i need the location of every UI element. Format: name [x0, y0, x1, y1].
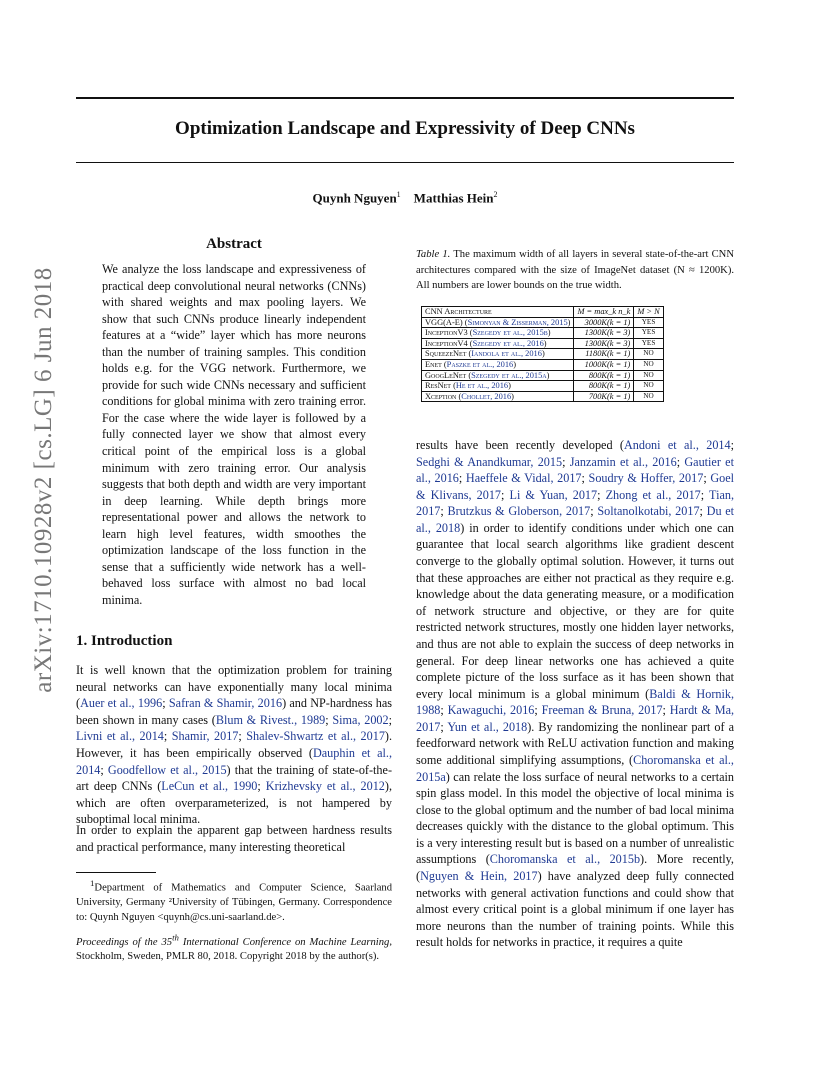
citation-link[interactable]: Zhong et al., 2017	[605, 487, 701, 502]
abstract-heading: Abstract	[206, 236, 262, 252]
text-run: ;	[699, 504, 707, 519]
intro-paragraph-2: In order to explain the apparent gap between hardness results and practical performance, many interesting theoretical	[76, 823, 392, 854]
text-run: ;	[458, 471, 466, 486]
architecture-cell: InceptionV3 (Szegedy et al., 2015b)	[422, 328, 574, 339]
citation-link[interactable]: Du et al., 2018	[416, 504, 735, 535]
proceedings-venue: Proceedings of the 35th International Conference on Machine Learning	[76, 932, 390, 948]
architecture-name: InceptionV3	[425, 328, 468, 338]
table-row	[422, 391, 664, 402]
architecture-cell: VGG(A-E) (Simonyan & Zisserman, 2015)	[422, 317, 574, 328]
right-column-paragraph	[416, 437, 734, 951]
comparison-cell: YES	[634, 338, 663, 349]
paper-title: Optimization Landscape and Expressivity of Deep CNNs	[175, 118, 635, 139]
text-run: ) and NP-hardness has been shown in many cases (	[76, 696, 392, 727]
text-run: ;	[325, 712, 333, 727]
architecture-cell: Enet (Paszke et al., 2016)	[422, 359, 574, 370]
table-caption-label: Table 1.	[416, 249, 451, 260]
text-run: ;	[662, 703, 670, 718]
citation-link[interactable]: Krizhevsky et al., 2012	[265, 779, 385, 794]
table-body	[422, 317, 664, 402]
citation-link[interactable]: Sima, 2002	[332, 712, 389, 727]
citation-link[interactable]: Andoni et al., 2014	[623, 438, 731, 452]
text-run: ;	[100, 762, 108, 777]
text-run: ;	[700, 487, 710, 502]
citation-link[interactable]: Shamir, 2017	[171, 729, 239, 744]
table-caption-text: The maximum width of all layers in several state-of-the-art CNN architectures compared with the size of ImageNet dataset (N ≈ 1200K). All numbers are lower bounds on the true width.	[416, 249, 734, 291]
citation-link[interactable]: Blum & Rivest., 1989	[215, 712, 326, 727]
citation-link[interactable]: Choromanska et al., 2015b	[489, 852, 641, 867]
table-row	[422, 359, 664, 370]
citation-link[interactable]: Shalev-Shwartz et al., 2017	[246, 729, 385, 744]
citation-link[interactable]: Gautier et al., 2016	[416, 454, 734, 486]
text-run: ;	[257, 779, 266, 794]
citation-link[interactable]: Livni et al., 2014	[76, 729, 164, 744]
max-width-cell: 700K(k = 1)	[574, 391, 634, 402]
text-run: ;	[163, 729, 172, 744]
citation-link[interactable]: Freeman & Bruna, 2017	[541, 703, 663, 718]
text-run: ) that the training of state-of-the-art deep CNNs (	[76, 762, 392, 794]
citation-link[interactable]: LeCun et al., 1990	[161, 779, 258, 794]
architecture-name: SqueezeNet	[425, 349, 467, 359]
max-width-cell: 1000K(k = 1)	[574, 359, 634, 370]
text-run: ). However, it has been empirically observed (	[76, 729, 393, 760]
max-width-cell: 1180K(k = 1)	[574, 349, 634, 360]
architecture-cell: GoogLeNet (Szegedy et al., 2015a)	[422, 370, 574, 381]
title-top-rule	[76, 97, 734, 99]
text-run: It is well known that the optimization problem for training neural networks can have exponentially many local minima (	[76, 663, 392, 711]
comparison-cell: NO	[634, 359, 663, 370]
table-header-row	[422, 307, 664, 318]
table-row	[422, 349, 664, 360]
text-run: ;	[440, 703, 448, 718]
table-header-width: M = max_k n_k	[574, 307, 634, 318]
text-run: ;	[590, 504, 598, 519]
text-run: ;	[703, 471, 711, 486]
text-run: ;	[581, 471, 589, 486]
architecture-cell: Xception (Chollet, 2016)	[422, 391, 574, 402]
max-width-cell: 3000K(k = 1)	[574, 317, 634, 328]
citation-link[interactable]: Soudry & Hoffer, 2017	[588, 471, 704, 486]
citation-link[interactable]: Szegedy et al., 2016	[472, 338, 544, 348]
footnote-text: Department of Mathematics and Computer Science, Saarland University, Germany ²University of Tübingen, Germany. Correspondence to: Quynh Nguyen <quynh@cs.uni-saarland.de>.	[76, 882, 392, 923]
text-run: ;	[676, 454, 685, 469]
architecture-name: Xception	[425, 391, 457, 401]
text-run: ;	[162, 696, 169, 711]
citation-link[interactable]: Haeffele & Vidal, 2017	[465, 471, 582, 486]
text-run: ;	[562, 454, 570, 469]
comparison-cell: NO	[634, 381, 663, 392]
citation-link[interactable]: Paszke et al., 2016	[446, 359, 514, 369]
table-header-architecture: CNN Architecture	[422, 307, 574, 318]
affiliation-footnote	[76, 876, 392, 925]
architecture-name: VGG(A-E)	[425, 317, 463, 327]
comparison-cell: YES	[634, 317, 663, 328]
architecture-name: Enet	[425, 359, 442, 369]
proceedings-note	[76, 930, 392, 965]
citation-link[interactable]: Soltanolkotabi, 2017	[597, 504, 700, 519]
citation-link[interactable]: Janzamin et al., 2016	[569, 454, 677, 469]
citation-link[interactable]: Chollet, 2016	[461, 391, 512, 401]
architecture-name: GoogLeNet	[425, 370, 467, 380]
text-run: ) in order to identify conditions under which one can guarantee that local search algorithms like gradient descent converge to the globally optimal solution. However, it turns out that these approaches are either not practical as they require e.g. knowledge about the data generating measure, or a modification of network structure and objective, or they are for quite restricted network structures, mostly one hidden layer networks, and thus are not able to explain the success of deep networks in general. For deep linear networks one has achieved a quite complete picture of the loss surface as it has been shown that every local minimum is a global minimum (	[416, 520, 735, 701]
citation-link[interactable]: Simonyan & Zisserman, 2015	[467, 317, 568, 327]
abstract-body: We analyze the loss landscape and expressiveness of practical deep convolutional neural networks (CNNs) with shared weights and max pooling layers. We show that such CNNs produce linearly independent features at a “wide” layer which has more neurons than the number of training samples. This condition holds e.g. for the VGG network. Furthermore, we provide for such wide CNNs necessary and sufficient conditions for global minima with zero training error. For the case where the wide layer is followed by a fully connected layer we show that almost every critical point of the empirical loss is a global minimum with zero training error. Our analysis suggests that both depth and width are very important in deep learning. While depth brings more representational power and allows the network to learn high level features, width smoothes the optimization landscape of the loss function in the sense that a sufficiently wide network has a well-behaved loss surface with almost no bad local minima.	[102, 262, 366, 607]
citation-link[interactable]: Baldi & Hornik, 1988	[416, 686, 734, 718]
citation-link[interactable]: Sedghi & Anandkumar, 2015	[416, 454, 563, 469]
text-run: ;	[730, 438, 734, 452]
citation-link[interactable]: Goodfellow et al., 2015	[107, 762, 227, 777]
comparison-cell: NO	[634, 370, 663, 381]
citation-link[interactable]: He et al., 2016	[455, 381, 509, 391]
citation-link[interactable]: Hardt & Ma, 2017	[416, 703, 735, 734]
citation-link[interactable]: Kawaguchi, 2016	[447, 703, 535, 718]
text-run: ). By randomizing the nonlinear part of a feedforward network with ReLU activation function and making some additional simplifying assumptions, (	[416, 719, 734, 767]
citation-link[interactable]: Tian, 2017	[416, 487, 734, 519]
author-affiliation-mark: 2	[493, 190, 498, 199]
text-run: ) can relate the loss surface of neural networks to a certain spin glass model. In this model the objective of local minima is close to the global optimum and the number of bad local minima decreases quickly with the distance to the global optimum. This is a very interesting result but is based on a number of unrealistic assumptions (	[416, 769, 734, 867]
text-run: results have been recently developed (	[416, 438, 624, 452]
footnote-mark: 1	[90, 878, 95, 888]
max-width-cell: 1300K(k = 3)	[574, 328, 634, 339]
table-row	[422, 381, 664, 392]
text-run: ;	[501, 487, 510, 502]
citation-link[interactable]: Nguyen & Hein, 2017	[420, 869, 538, 884]
citation-link[interactable]: Brutzkus & Globerson, 2017	[447, 504, 591, 519]
text-run: ;	[597, 487, 606, 502]
citation-link[interactable]: Goel & Klivans, 2017	[416, 471, 735, 502]
comparison-cell: YES	[634, 328, 663, 339]
footnote-rule	[76, 872, 156, 873]
citation-link[interactable]: Choromanska et al., 2015a	[416, 752, 734, 784]
text-run: ;	[440, 719, 448, 734]
architecture-cell: ResNet (He et al., 2016)	[422, 381, 574, 392]
comparison-cell: NO	[634, 349, 663, 360]
arxiv-stamp: arXiv:1710.10928v2 [cs.LG] 6 Jun 2018	[30, 267, 57, 693]
citation-link[interactable]: Safran & Shamir, 2016	[168, 696, 283, 711]
text-run: ;	[534, 703, 542, 718]
table-header-comparison: M > N	[634, 307, 663, 318]
section-heading-introduction: 1. Introduction	[76, 633, 173, 649]
citation-link[interactable]: Szegedy et al., 2015b	[472, 328, 548, 338]
citation-link[interactable]: Iandola et al., 2016	[471, 349, 542, 359]
table-row	[422, 338, 664, 349]
cnn-width-table	[421, 306, 664, 402]
text-run: ;	[440, 504, 448, 519]
max-width-cell: 1300K(k = 3)	[574, 338, 634, 349]
title-bottom-rule	[76, 162, 734, 163]
text-run: ) have analyzed deep fully connected networks with general activation functions and could show that almost every critical point is a global minimum if one layer has more neurons than the number of training points. While this result holds for networks in practice, it requires a quite	[416, 869, 734, 950]
table-caption	[416, 247, 734, 294]
intro-paragraph-1	[76, 662, 392, 828]
citation-link[interactable]: Dauphin et al., 2014	[76, 745, 392, 777]
architecture-name: InceptionV4	[425, 338, 468, 348]
citation-link[interactable]: Li & Yuan, 2017	[509, 487, 598, 502]
table-row	[422, 328, 664, 339]
citation-link[interactable]: Szegedy et al., 2015a	[471, 370, 547, 380]
proceedings-details: , Stockholm, Sweden, PMLR 80, 2018. Copyright 2018 by the author(s).	[76, 936, 392, 963]
text-run: ;	[238, 729, 247, 744]
author-name: Quynh Nguyen	[312, 190, 397, 206]
architecture-cell: SqueezeNet (Iandola et al., 2016)	[422, 349, 574, 360]
comparison-cell: NO	[634, 391, 663, 402]
max-width-cell: 800K(k = 1)	[574, 370, 634, 381]
citation-link[interactable]: Yun et al., 2018	[447, 719, 528, 734]
author-affiliation-mark: 1	[396, 190, 401, 199]
citation-link[interactable]: Auer et al., 1996	[80, 696, 163, 711]
table-row	[422, 317, 664, 328]
table-row	[422, 370, 664, 381]
text-run: ;	[388, 712, 392, 727]
author-name: Matthias Hein	[413, 190, 494, 206]
text-run: ). More recently, (	[416, 852, 734, 884]
architecture-name: ResNet	[425, 381, 451, 391]
text-run: ), which are often overparameterized, is not hampered by suboptimal local minima.	[76, 779, 393, 827]
author-list	[76, 190, 734, 206]
max-width-cell: 800K(k = 1)	[574, 381, 634, 392]
architecture-cell: InceptionV4 (Szegedy et al., 2016)	[422, 338, 574, 349]
